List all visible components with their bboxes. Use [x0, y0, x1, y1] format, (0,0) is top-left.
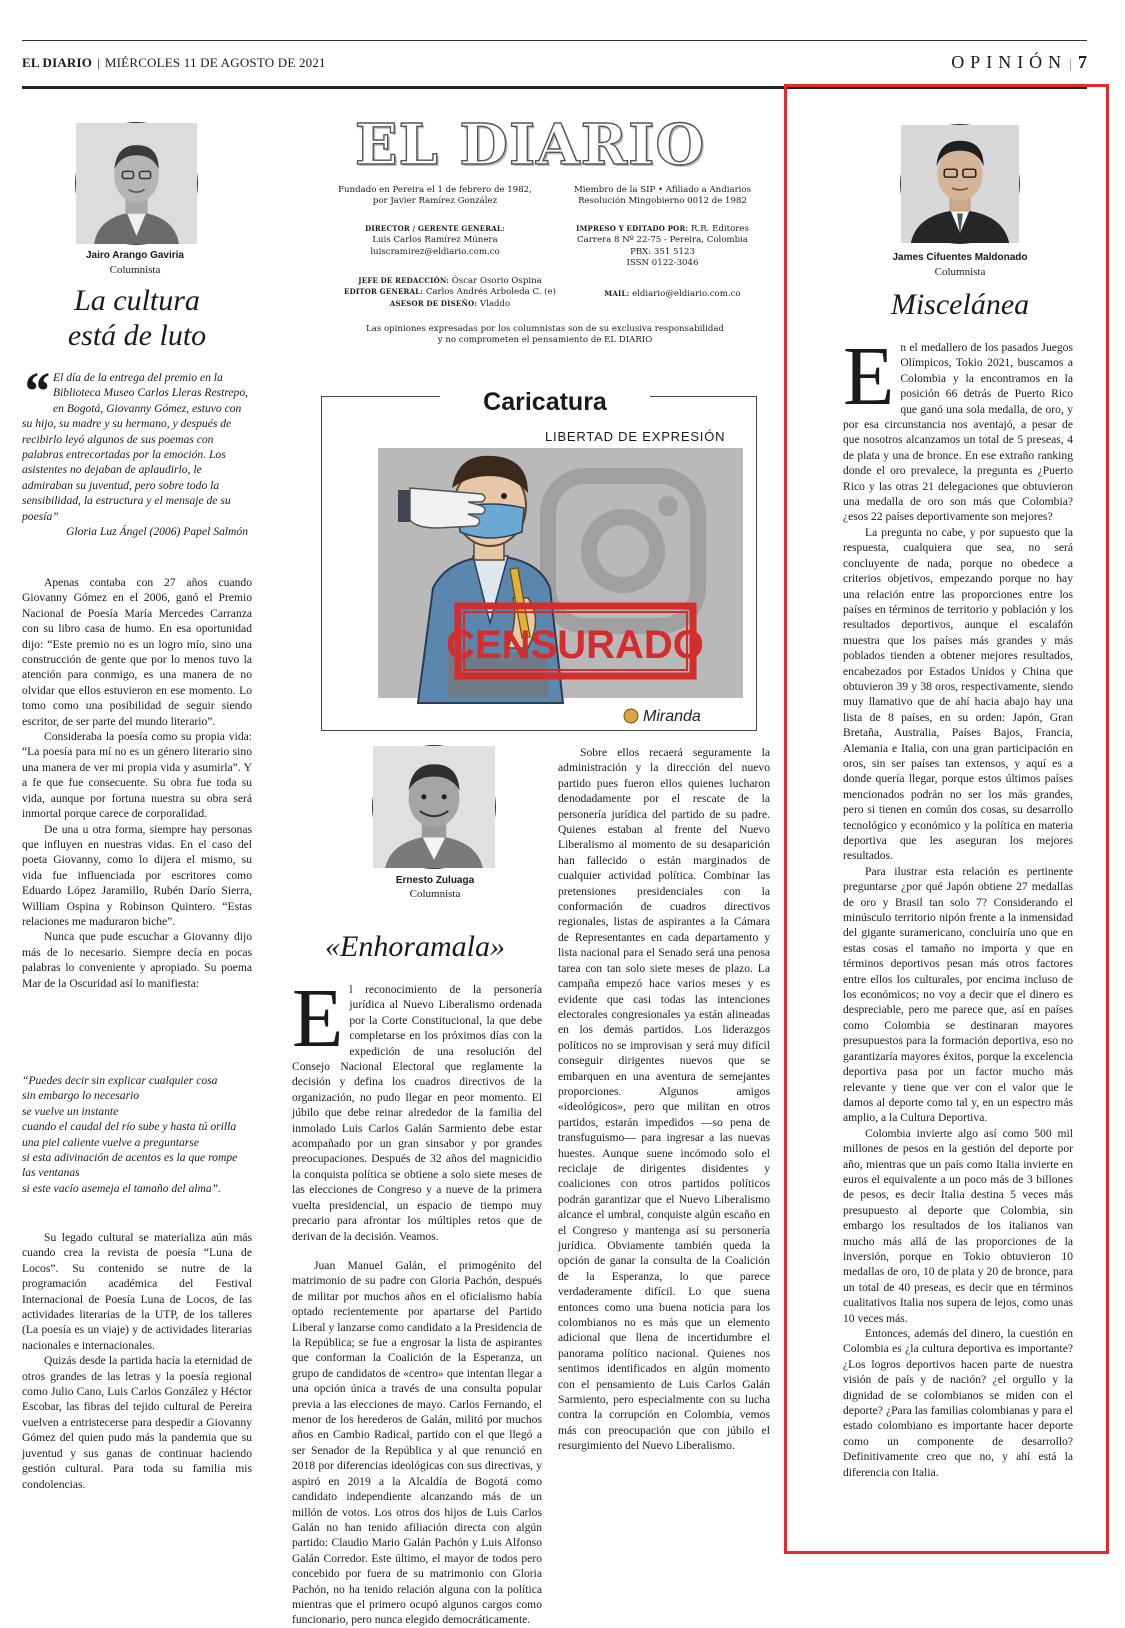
- paragraph: En el medallero de los pasados Juegos Olímpicos, Tokio 2021, buscamos a Colombia y la encontramos en la posición 66 detrás de Puerto Rico que ganó una sola medalla, de oro, y por esa circunstancia nos aventajó, a pesar de que nosotros alcanzamos un total de 5 preseas, 4 de plata y una de bronce. En ese extraño ranking donde el oro prevalece, la pregunta es ¿Puerto Rico y las otras 21 delegaciones que obtuvieron una medalla de oro son más que Colombia? ¿esos 22 países deportivamente son mejores?: [843, 330, 1073, 524]
- epigraph-text: El día de la entrega del premio en la Biblioteca Museo Carlos Lleras Restrepo, en Bogotá, Giovanny Gómez, estuvo con su hijo, su madre y su hermano, y después de recibirlo leyó algunos de sus poemas con palabras entrecortadas por la emoción. Los asistentes no dejaban de aplaudirlo, le admiraban su juventud, pero sobre todo la sensibilidad, la estructura y el mensaje de su poesía”: [22, 371, 249, 523]
- portrait-image: [901, 125, 1019, 243]
- column-body-left-1: [22, 575, 252, 991]
- poem-line: sin embargo lo necesario: [22, 1089, 140, 1103]
- paragraph: Su legado cultural se materializa aún más cuando crea la revista de poesía “Luna de Locos”. Su contenido se nutre de la programación académica del Festival Internacional de Poesía Luna de Locos, de las actividades literarias de la UTP, de los talleres (La poesía es un viaje) y de actividades literarias nacionales e internacionales.: [22, 1231, 252, 1352]
- paragraph: La pregunta no cabe, y por supuesto que la respuesta, cualquiera que sea, no será concluyente de nada, porque no obedece a criterios objetivos, empezando porque no hay una relación entre las proporciones entre los países en términos de territorio y población y los resultados deportivos, aunque el escalafón muestra que los países más grandes y más poblados tienden a obtener mejores resultados, encabezados por Estados Unidos y China que obtuvieron 39 y 38 oros, respectivamente, siendo muy llamativo que de ahí hacia abajo hay una lista de 8 países, en su orden: Japón, Gran Bretaña, Australia, Países Bajos, Francia, Alemania e Italia, con una gran participación en oros, sin ser países tan extensos, y aquí es a donde quería llegar, porque estos últimos países mencionados podrán no ser los más grandes, pero si tienen en común dos cosas, su desarrollo tecnológico y económico y la política en materia deportiva que les aseguran los mejores resultados.: [843, 525, 1073, 863]
- column-body-center-2: [292, 1258, 542, 1627]
- quote-mark-icon: “: [22, 361, 49, 421]
- paragraph: De una u otra forma, siempre hay personas que influyen en nuestras vidas. En el caso del poeta Giovanny, como lo dijera el mismo, su vida fue influenciada por escritores como Eduardo López Jaramillo, Rubén Darío Sierra, William Ospina y Robinson Quintero. “Estas relaciones me maduraron biche”.: [22, 822, 252, 928]
- column-title-line-2: está de luto: [67, 318, 207, 352]
- author-role: Columnista: [109, 264, 161, 276]
- author-name: Ernesto Zuluaga: [395, 875, 475, 886]
- masthead-logo: EL DIARIO: [354, 112, 706, 178]
- column-body-center-3: [558, 745, 770, 1545]
- signature-text: Miranda: [643, 708, 701, 725]
- header-date: MIÉRCOLES 11 DE AGOSTO DE 2021: [104, 55, 326, 70]
- header-left: EL DIARIO | MIÉRCOLES 11 DE AGOSTO DE 2021: [22, 55, 326, 70]
- epigraph: [22, 361, 250, 539]
- masthead-member: Miembro de la SIP • Afiliado a Andiarios Resolución Mingobierno 0012 de 1982: [573, 185, 752, 207]
- author-role: Columnista: [409, 888, 461, 900]
- author-role: Columnista: [934, 266, 986, 278]
- portrait-image: [373, 746, 495, 868]
- column-body-center-1: [292, 972, 542, 1244]
- section-name: OPINIÓN: [951, 52, 1068, 72]
- caricature-drawing: [378, 448, 743, 728]
- poem-line: se vuelve un instante: [22, 1104, 119, 1118]
- masthead-printer: IMPRESO Y EDITADO POR: R.R. Editores Carrera 8 Nº 22-75 - Pereira, Colombia PBX: 351 5123 ISSN 0122-3046: [576, 224, 749, 269]
- paragraph: Sobre ellos recaerá seguramente la administración y la dirección del nuevo partido pues fueron ellos quienes lucharon denodadamente por el rescate de la personería jurídica del partido de su padre. Quienes estaban al frente del Nuevo Liberalismo al momento de su desaparición han fallecido o están marginados de cualquier actividad política. Combinar las pretensiones presidenciales con la conformación de cuadros directivos regionales, listas de aspirantes a la Cámara de Representantes en cada departamento y lista nacional para el Senado será una penosa tarea con tan solo siete meses de plazo. La campaña empezó hace varios meses y es evidente que casi todas las intenciones electorales congresionales ya están alineadas en los demás partidos. Los liderazgos políticos no se improvisan y será muy difícil conseguir dirigentes nuevos que se embarquen en una aventura de semejantes proporciones. Algunos amigos «ideológicos», pero que militan en otros partidos, estarán impedidos —so pena de transfuguismo— para ingresar a las nuevas huestes. Aunque suene incómodo solo el reciclaje de dirigentes disidentes y coaliciones con otros partidos políticos podrán garantizar que el Nuevo Liberalismo alcance el umbral, conquiste algún escaño en el Congreso y mantenga así su personería jurídica. Obviamente también queda la opción de ganar la consulta de la Coalición de la Esperanza, lo que parece verdaderamente difícil. Lo que suena entonces como una buena noticia para los colombianos no es más que un elemento adicional que llena de incertidumbre el panorama político nacional. Quienes nos sentimos identificados en algún momento con el pensamiento de Luis Carlos Galán Sarmiento, pero especialmente con su lucha contra la corrupción en Colombia, vemos más con preocupación que con júbilo el resurgimiento del Nuevo Liberalismo.: [558, 746, 770, 1453]
- header-paper-name: EL DIARIO: [22, 55, 93, 70]
- paragraph: El reconocimiento de la personería jurídica al Nuevo Liberalismo ordenada por la Corte Constitucional, la que debe completarse en los próximos días con la expedición de una resolución del Consejo Nacional Electoral que reglamente la decisión y defina los cuadros directivos de la organización, no pudo llegar en peor momento. El júbilo que debe reinar alrededor de la familia del inmolado Luis Carlos Galán Sarmiento debe estar acompañado por un gran sinsabor y por grandes preocupaciones. Después de 32 años del magnicidio la conquista política se obtiene a solo siete meses de las elecciones de Congreso y a nueve de la primera vuelta presidencial, un espacio de tiempo muy precario para afrontar los múltiples retos que de derivan de la decisión. Veamos.: [292, 972, 542, 1243]
- column-body-left-2: [22, 1230, 252, 1492]
- author-name: Jairo Arango Gaviria: [86, 250, 184, 261]
- poem-line: si esta adivinación de acentos es la que rompe las ventanas: [22, 1151, 238, 1180]
- epigraph-source: Gloria Luz Ángel (2006) Papel Salmón: [66, 525, 248, 539]
- paragraph: Para ilustrar esta relación es pertinente preguntarse ¿por qué Japón obtiene 27 medallas de oro y Brasil tan solo 7? Considerando el minúsculo territorio nipón frente a la inmensidad del gigante suramericano, concluiría uno que en estas cosas el tamaño no importa y que en términos deportivos pesan más otros factores entre ellos los culturales, por encima incluso de los económicos; no voy a decir que el dinero es despreciable, pero me parece que, así en países como Colombia se destinaran mayores presupuestos para la formación deportiva, eso no garantizaría mayores éxitos, porque la excelencia deportiva pasa por un factor mucho más relevante y tiene que ver con el valor que le damos al deporte como tal y, en un espectro más amplio, a la Cultura Deportiva.: [843, 864, 1073, 1125]
- poem-line: si este vacío asemeja el tamaño del alma”.: [22, 1181, 221, 1195]
- masthead-director: DIRECTOR / GERENTE GENERAL: Luis Carlos Ramírez Múnera luiscramirez@eldiario.com.co: [365, 224, 505, 257]
- paragraph: Juan Manuel Galán, el primogénito del matrimonio de su padre con Gloria Pachón, después de militar por muchos años en el oficialismo había optado recientemente por apartarse del Partido Liberal y lanzarse como candidato a la Presidencia de la República; se fue a engrosar la lista de aspirantes que conforman la Coalición de la Esperanza, un grupo de candidatos de «centro» que intentan llegar a una opción única a través de una consulta popular previa a las elecciones de mayo. Carlos Fernando, el menor de los herederos de Galán, militó por muchos años en Cambio Radical, partido con el que llegó a ser Senador de la República y al que renunció en 2018 por diferencias ideológicas con sus directivas, y aspiró en 2019 a la Alcaldía de Bogotá como candidato independiente alcanzando más de un millón de votos. Los otros dos hijos de Luis Carlos Galán no han tenido afiliación directa con algún partido: Claudio Mario Galán Pachón y Luis Alfonso Galán Corredor. Este último, el mayor de todos pero concebido por fuera de su matrimonio con Gloria Pachón, no ha tenido relación alguna con la política mientras que el primero ocupó algunos cargos como funcionario, pero nunca elegido democráticamente.: [292, 1259, 542, 1627]
- dropcap: E: [843, 330, 895, 423]
- author-photo-jairo: [75, 122, 198, 245]
- paragraph: Entonces, además del dinero, la cuestión en Colombia es ¿la cultura deportiva es importante? ¿Los logros deportivos hacen parte de nuestra visión de país y de nación? ¿el orgullo y la dignidad de se colombianos se miden con el deporte? ¿Para las familias colombianas y para el estado colombiano es importante hacer deporte como un componente de desarrollo? Definitivamente creo que no, y ahí está la diferencia con Italia.: [843, 1327, 1073, 1479]
- paragraph: Colombia invierte algo así como 500 mil millones de pesos en la gestión del deporte por año, mientras que un país como Italia invierte en euros el equivalente a un poco más de 3 billones de pesos, es decir Italia destina 5 veces más presupuesto al deporte que Colombia, sin embargo los resultados de los italianos van mucho más allá de las proporciones de la inversión, porque en Tokio obtuvieron 10 medallas de oro, 10 de plata y 20 de bronce, para un total de 40 preseas, es decir que en términos cualitativos Italia nos supera de lejos, como unas 10 veces más.: [843, 1126, 1073, 1325]
- caricature-subtitle: LIBERTAD DE EXPRESIÓN: [545, 429, 726, 444]
- masthead-founded: Fundado en Pereira el 1 de febrero de 1982, por Javier Ramírez González: [338, 185, 532, 207]
- column-title: Miscelánea: [890, 288, 1030, 321]
- masthead-mail: MAIL: eldiario@eldiario.com.co: [604, 289, 741, 299]
- column-title-line-1: La cultura: [74, 284, 200, 317]
- paragraph: Apenas contaba con 27 años cuando Giovanny Gómez en el 2006, ganó el Premio Nacional de Poesía María Mercedes Carranza con su libro casa de humo. En esa oportunidad dijo: “Este premio no es un logro mío, sino una construcción de gente que por lo menos tuvo la atención para conmigo, es una manera de no olvidar que ellos estuvieron en ese momento. Lo tomo como una posibilidad de seguir siendo escritor, de ser parte del mundo literario”.: [22, 576, 252, 728]
- page-number: 7: [1078, 52, 1087, 72]
- dropcap: E: [292, 972, 344, 1065]
- paragraph: Nunca que pude escuchar a Giovanny dijo más de lo necesario. Siempre decía en pocas palabras lo conveniente y apropiado. Su poema Mar de la Oscuridad así lo manifiesta:: [22, 930, 252, 990]
- header-right: OPINIÓN | 7: [951, 52, 1087, 72]
- portrait-image: [76, 123, 197, 244]
- column-title: [22, 284, 252, 353]
- author-photo-ernesto: [372, 745, 496, 869]
- column-body-right: [843, 330, 1073, 1480]
- poem-line: “Puedes decir sin explicar cualquier cosa: [22, 1074, 218, 1087]
- caricature-illustration: [378, 448, 743, 728]
- poem-line: una piel caliente vuelve a preguntarse: [22, 1135, 199, 1149]
- poem: [22, 1073, 252, 1196]
- masthead-disclaimer: Las opiniones expresadas por los columnistas son de su exclusiva responsabilidad y no comprometen el pensamiento de EL DIARIO: [366, 324, 724, 346]
- stamp-text: CENSURADO: [446, 623, 704, 667]
- caricature-title: Caricatura: [483, 388, 607, 416]
- paragraph: Quizás desde la partida hacía la eternidad de otros grandes de las letras y la poesía regional como Julio Cano, Luis Carlos González y Héctor Escobar, las fibras del tejido cultural de Pereira vuelven a entristecerse para despedir a Giovanny Gómez del quien pudo más la pandemia que su juventud y sus ganas de continuar haciendo gestión cultural. Para toda su familia mis condolencias.: [22, 1354, 252, 1491]
- top-rule: [22, 40, 1087, 41]
- author-photo-james: [900, 124, 1020, 244]
- column-title: «Enhoramala»: [325, 930, 505, 963]
- masthead-staff: JEFE DE REDACCIÓN: Óscar Osorio Ospina EDITOR GENERAL: Carlos Andrés Arboleda C. (e) ASESOR DE DISEÑO: Vladdo: [344, 276, 556, 309]
- paragraph: Consideraba la poesía como su propia vida: “La poesía para mí no es un género literario sino una manera de ver mi propia vida y asumirla”. Y a fe que fue consecuente. Su obra fue toda su vida, aunque por fortuna nuestra su obra será inmortal porque carece de corporalidad.: [22, 730, 252, 821]
- author-name: James Cifuentes Maldonado: [892, 252, 1028, 263]
- poem-line: cuando el caudal del río sube y hasta tú orilla: [22, 1120, 237, 1134]
